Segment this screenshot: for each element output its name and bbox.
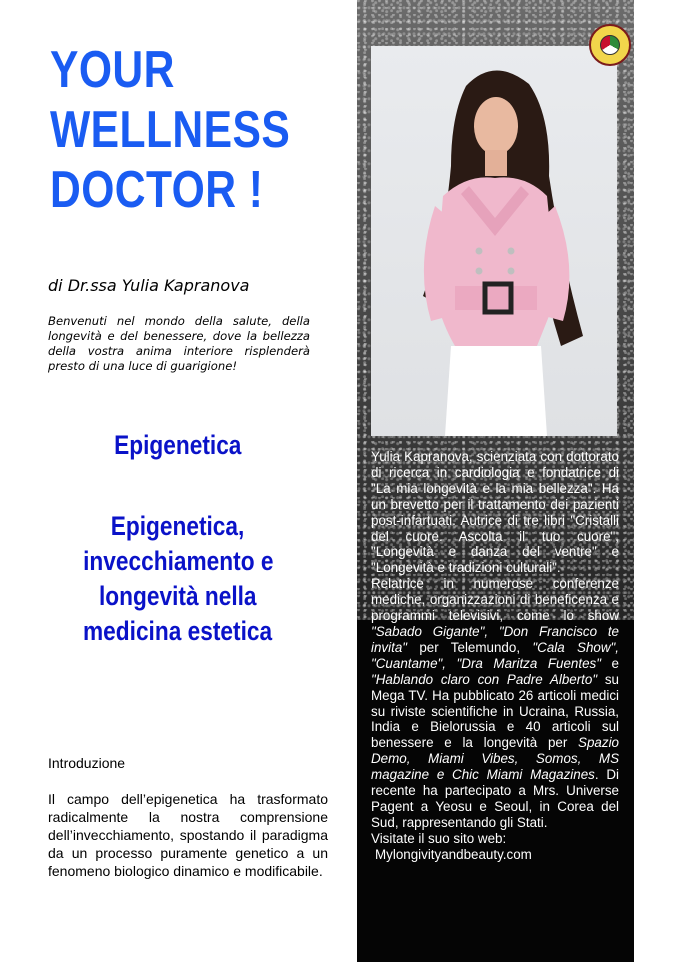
author-bio bbox=[371, 449, 619, 863]
website-link[interactable]: Mylongivityandbeauty.com bbox=[375, 846, 532, 862]
headline bbox=[50, 40, 291, 220]
flag-emblem-icon bbox=[600, 35, 620, 55]
headline-line-1: YOUR bbox=[50, 41, 175, 99]
section-title-epigenetica: Epigenetica bbox=[114, 430, 242, 460]
headline-line-3: DOCTOR ! bbox=[50, 161, 264, 219]
article-title-line-3: longevità nella bbox=[99, 581, 257, 611]
author-photo bbox=[371, 46, 617, 436]
magazine-logo-icon bbox=[589, 24, 631, 66]
bio-paragraph-1: Yulia Kapranova, scienziata con dottorato di ricerca in cardiologia e fondatrice di "La mia longevità e la mia bellezza". Ha un brevetto per il trattamento dei pazienti post-infartuati. Autrice di tre libri "Cristalli del cuore. Ascolta il tuo cuore", "Longevità e danza del ventre" e "Longevità e tradizioni culturali". bbox=[371, 449, 619, 576]
author-byline: di Dr.ssa Yulia Kapranova bbox=[48, 276, 250, 295]
intro-body: Il campo dell’epigenetica ha trasformato radicalmente la nostra comprensione dell’invecchiamento, spostando il paradigma da un processo puramente genetico a un fenomeno biologico dinamico e modificabile. bbox=[48, 791, 328, 879]
bio-visit-text: Visitate il suo sito web: bbox=[371, 830, 507, 846]
bio-paragraph-2: Relatrice in numerose conferenze mediche, organizzazioni di beneficenza e programmi televisivi, come lo show "Sabado Gigante", "Don Francisco te invita" per Telemundo, "Cala Show", "Cuantame", "Dra Maritza Fuentes" e "Hablando claro con Padre Alberto" su Mega TV. Ha pubblicato 26 articoli medici su riviste scientifiche in Ucraina, Russia, India e Bielorussia e 40 articoli sul benessere e la longevità per Spazio Demo, Miami Vibes, Somos, MS magazine e Chic Miami Magazines. Di recente ha partecipato a Mrs. Universe Pagent a Yeosu e Seoul, in Corea del Sud, rappresentando gli Stati. bbox=[371, 576, 619, 830]
article-title bbox=[0, 509, 356, 649]
article-title-line-1: Epigenetica, bbox=[111, 511, 245, 541]
portrait-illustration bbox=[371, 46, 617, 436]
intro-heading: Introduzione bbox=[48, 755, 126, 771]
welcome-text: Benvenuti nel mondo della salute, della longevità e del benessere, dove la bellezza della vostra anima interiore risplenderà presto di una luce di guarigione! bbox=[48, 314, 310, 373]
headline-line-2: WELLNESS bbox=[50, 101, 291, 159]
author-panel bbox=[357, 0, 634, 962]
article-title-line-2: invecchiamento e bbox=[82, 546, 274, 576]
article-title-line-4: medicina estetica bbox=[83, 616, 273, 646]
